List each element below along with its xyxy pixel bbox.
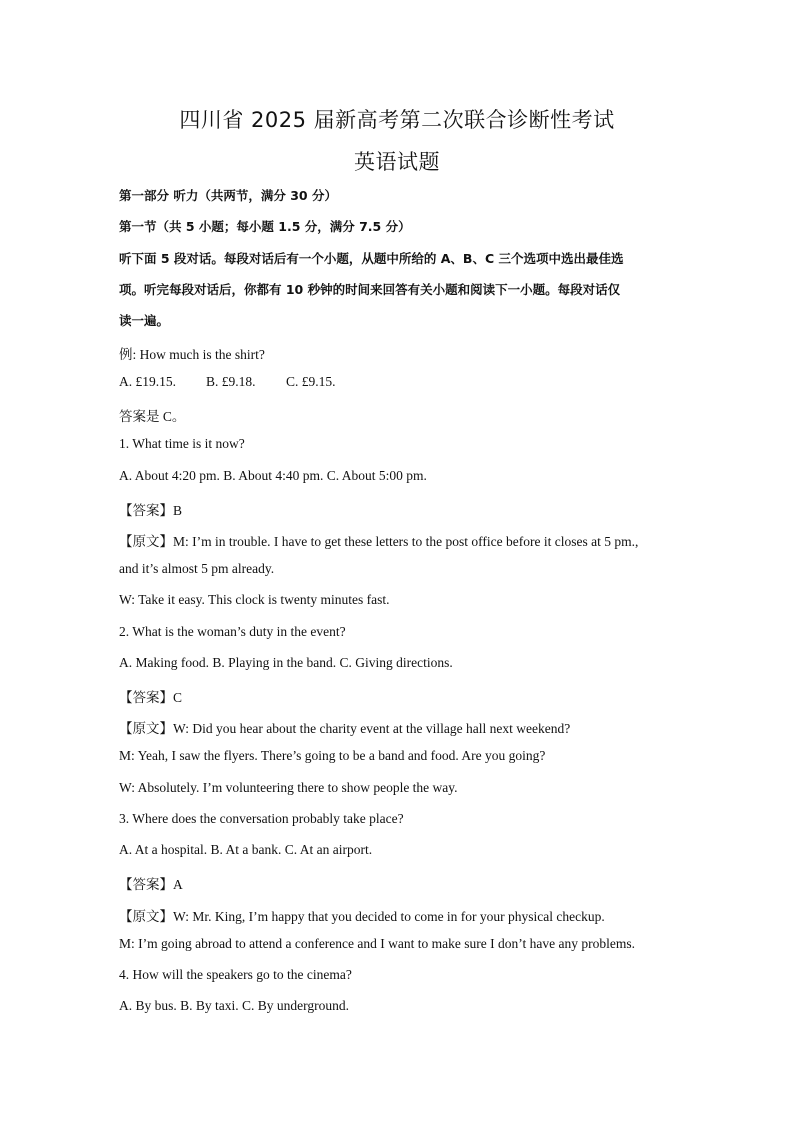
instructions-line-3: 读一遍。 <box>119 313 170 328</box>
question-1-transcript-line: and it’s almost 5 pm already. <box>119 561 275 576</box>
question-4: 4. How will the speakers go to the cinema? <box>119 967 352 982</box>
question-3-options: A. At a hospital. B. At a bank. C. At an airport. <box>119 842 373 857</box>
example-options <box>119 374 336 390</box>
instructions-line-1: 听下面 5 段对话。每段对话后有一个小题，从题中所给的 A、B、C 三个选项中选出最佳选 <box>119 251 624 266</box>
question-1: 1. What time is it now? <box>119 436 245 451</box>
instructions-line-2: 项。听完每段对话后，你都有 10 秒钟的时间来回答有关小题和阅读下一小题。每段对话仅 <box>119 282 621 297</box>
example-option-b: B. £9.18. <box>206 374 256 389</box>
example-answer: 答案是 C。 <box>119 409 186 424</box>
question-3: 3. Where does the conversation probably take place? <box>119 811 404 826</box>
question-2-transcript-line: W: Absolutely. I’m volunteering there to show people the way. <box>119 780 458 795</box>
question-2-transcript-line: M: Yeah, I saw the flyers. There’s going to be a band and food. Are you going? <box>119 748 546 763</box>
question-3-transcript-line: 【原文】W: Mr. King, I’m happy that you decided to come in for your physical checkup. <box>119 909 605 924</box>
question-2-answer: 【答案】C <box>119 690 183 705</box>
question-2: 2. What is the woman’s duty in the event? <box>119 624 346 639</box>
question-1-answer: 【答案】B <box>119 503 183 518</box>
question-2-options: A. Making food. B. Playing in the band. C. Giving directions. <box>119 655 453 670</box>
question-1-transcript-line: W: Take it easy. This clock is twenty minutes fast. <box>119 592 390 607</box>
example-option-c: C. £9.15. <box>286 374 336 389</box>
question-3-answer: 【答案】A <box>119 877 183 892</box>
question-2-transcript-line: 【原文】W: Did you hear about the charity event at the village hall next weekend? <box>119 721 571 736</box>
question-1-transcript-line: 【原文】M: I’m in trouble. I have to get these letters to the post office before it closes at 5 pm., <box>119 534 639 549</box>
part-heading: 第一部分 听力（共两节，满分 30 分） <box>119 188 337 203</box>
question-4-options: A. By bus. B. By taxi. C. By underground. <box>119 998 350 1013</box>
exam-title: 四川省 2025 届新高考第二次联合诊断性考试 <box>179 108 615 132</box>
question-3-transcript-line: M: I’m going abroad to attend a conference and I want to make sure I don’t have any problems. <box>119 936 635 951</box>
exam-subtitle: 英语试题 <box>354 150 440 174</box>
question-1-options: A. About 4:20 pm. B. About 4:40 pm. C. About 5:00 pm. <box>119 468 427 483</box>
example-option-a: A. £19.15. <box>119 374 176 389</box>
example-question: 例: How much is the shirt? <box>119 347 265 362</box>
section-heading: 第一节（共 5 小题；每小题 1.5 分，满分 7.5 分） <box>119 219 411 234</box>
